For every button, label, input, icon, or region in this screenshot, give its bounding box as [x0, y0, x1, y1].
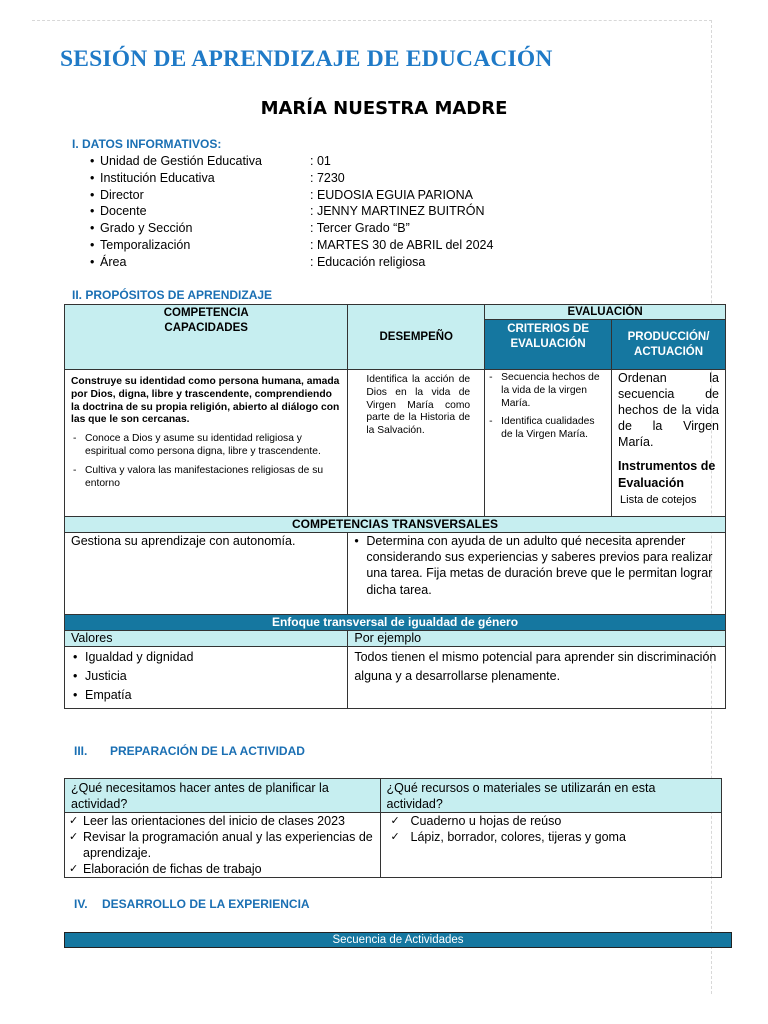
recursos-cell [380, 813, 721, 878]
datos-label: Temporalización [100, 237, 191, 252]
produccion-text: Ordenan la secuencia de hechos de la vida de la Virgen María. [618, 371, 719, 449]
secuencia-actividades-bar: Secuencia de Actividades [64, 932, 732, 948]
ejemplo-header: Por ejemplo [348, 631, 726, 647]
evaluacion-header: EVALUACIÓN [485, 305, 726, 320]
datos-label: Docente [100, 204, 147, 219]
section-number-iii: III. [74, 744, 88, 758]
capacity-item: - Cultiva y valora las manifestaciones religiosas de su entorno [71, 465, 341, 491]
datos-item [90, 220, 493, 237]
produccion-header: PRODUCCIÓN/ ACTUACIÓN [612, 320, 726, 370]
criterios-header: CRITERIOS DE EVALUACIÓN [485, 320, 612, 370]
datos-value: : Tercer Grado “B” [310, 221, 410, 236]
preparacion-table [64, 778, 722, 878]
competencia-label: COMPETENCIA [163, 307, 249, 319]
datos-value: : EUDOSIA EGUIA PARIONA [310, 187, 474, 202]
planificar-item: ✓ Leer las orientaciones del inicio de clases 2023 [69, 813, 376, 829]
desempeno-text: Identifica la acción de Dios en la vida de Virgen María como parte de la Historia de la Salvación. [348, 370, 485, 517]
bullet-icon: • [90, 187, 95, 202]
bullet-icon: • [90, 254, 95, 269]
valor-item: • Igualdad y dignidad [71, 648, 341, 667]
section-heading-preparacion [74, 744, 305, 758]
valor-item: • Justicia [71, 667, 341, 686]
datos-value: : Educación religiosa [310, 254, 426, 269]
datos-label: Director [100, 187, 144, 202]
competencia-content [65, 370, 348, 517]
session-title: MARÍA NUESTRA MADRE [260, 98, 508, 119]
criterio-item: - Identifica cualidades de la Virgen María. [487, 416, 607, 442]
planificar-item: ✓ Elaboración de fichas de trabajo [69, 861, 376, 877]
datos-label: Institución Educativa [100, 170, 215, 185]
datos-value: : 01 [310, 154, 331, 168]
transversal-capacity-cell [348, 533, 726, 615]
page-border-top [32, 20, 712, 21]
planificar-cell [65, 813, 381, 878]
planificar-item: ✓ Revisar la programación anual y las experiencias de aprendizaje. [69, 829, 376, 861]
datos-label: Área [100, 254, 127, 269]
valores-list [71, 648, 341, 705]
section-number-iv: IV. [74, 897, 88, 911]
datos-item [90, 254, 493, 271]
section-heading-propositos: II. PROPÓSITOS DE APRENDIZAJE [72, 288, 273, 302]
datos-item [90, 237, 493, 254]
valores-cell [65, 647, 348, 709]
criterio-item: - Secuencia hechos de la vida de la virgen María. [487, 372, 607, 410]
bullet-icon: • [90, 237, 95, 252]
document-title: SESIÓN DE APRENDIZAJE DE EDUCACIÓN [60, 46, 553, 72]
competencia-header-cell [65, 305, 348, 370]
question-planificar: ¿Qué necesitamos hacer antes de planificar la actividad? [65, 779, 381, 813]
recurso-item: ✓ Lápiz, borrador, colores, tijeras y goma [391, 829, 715, 845]
capacidades-label: CAPACIDADES [164, 322, 248, 334]
datos-item [90, 187, 493, 204]
datos-list [90, 153, 493, 271]
datos-item [90, 170, 493, 187]
bullet-icon: • [90, 170, 95, 185]
ejemplo-text: Todos tienen el mismo potencial para aprender sin discriminación alguna y a desarrollarse plenamente. [348, 647, 726, 709]
transversal-capacity: • Determina con ayuda de un adulto qué necesita aprender considerando sus experiencias y saberes previos para realizar una tarea. Fija metas de duración breve que le permitan lograr dicha tarea. [352, 533, 719, 598]
bullet-icon: • [90, 221, 95, 236]
propositos-table [64, 304, 726, 709]
bullet-icon: • [90, 204, 95, 219]
question-recursos: ¿Qué recursos o materiales se utilizarán en esta actividad? [380, 779, 721, 813]
capacity-list [71, 433, 341, 490]
capacity-item: - Conoce a Dios y asume su identidad religiosa y espiritual como persona digna, libre y trascendente. [71, 433, 341, 459]
section-title-desarrollo: DESARROLLO DE LA EXPERIENCIA [102, 897, 310, 911]
bullet-icon: • [90, 154, 95, 168]
recursos-list [391, 813, 715, 845]
section-heading-desarrollo [74, 897, 310, 911]
recurso-item: ✓ Cuaderno u hojas de reúso [391, 813, 715, 829]
enfoque-header: Enfoque transversal de igualdad de género [65, 615, 726, 631]
instrumentos-label: Instrumentos de Evaluación [618, 459, 716, 490]
section-heading-datos: I. DATOS INFORMATIVOS: [72, 137, 222, 151]
datos-label: Unidad de Gestión Educativa [100, 154, 262, 168]
criterios-content [485, 370, 612, 517]
datos-value: : JENNY MARTINEZ BUITRÓN [310, 204, 485, 219]
transversal-competency: Gestiona su aprendizaje con autonomía. [65, 533, 348, 615]
desempeno-header: DESEMPEÑO [348, 305, 485, 370]
criterios-list [487, 372, 607, 442]
datos-item [90, 153, 493, 170]
competency-text: Construye su identidad como persona humana, amada por Dios, digna, libre y trascendente, comprendiendo la doctrina de su propia religión, abierto al diálogo con las que le son cercanas. [71, 376, 340, 426]
datos-item [90, 203, 493, 220]
datos-label: Grado y Sección [100, 221, 193, 236]
instrumentos-value: Lista de cotejos [620, 494, 697, 506]
section-title-preparacion: PREPARACIÓN DE LA ACTIVIDAD [110, 744, 305, 758]
transversales-header: COMPETENCIAS TRANSVERSALES [65, 517, 726, 533]
planificar-list [69, 813, 376, 877]
datos-value: : 7230 [310, 170, 345, 185]
valores-header: Valores [65, 631, 348, 647]
valor-item: • Empatía [71, 686, 341, 705]
datos-value: : MARTES 30 de ABRIL del 2024 [310, 237, 494, 252]
produccion-content [612, 370, 726, 517]
